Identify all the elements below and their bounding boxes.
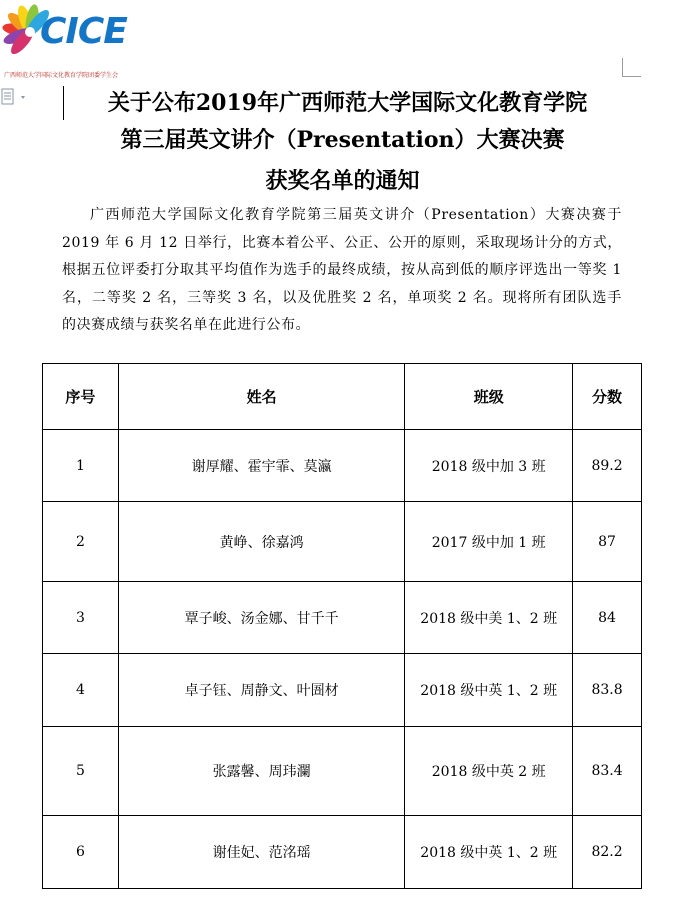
cice-logo <box>2 2 127 82</box>
cell-score: 84 <box>573 582 642 654</box>
cell-score: 83.8 <box>573 654 642 727</box>
cell-no: 6 <box>43 816 119 889</box>
cell-class: 2018 级中加 3 班 <box>405 430 573 502</box>
title-line-1: 关于公布2019年广西师范大学国际文化教育学院 <box>107 90 588 116</box>
logo-subtitle: 广西师范大学国际文化教育学院团委学生会 <box>4 72 119 79</box>
cell-score: 89.2 <box>573 430 642 502</box>
cell-name: 谢佳妃、范洺瑶 <box>118 816 404 889</box>
table-row <box>43 727 642 816</box>
header-name: 姓名 <box>118 364 404 430</box>
results-table <box>42 363 642 889</box>
table-row <box>43 430 642 502</box>
table-row <box>43 816 642 889</box>
logo-text: CICE <box>40 11 127 52</box>
cell-class: 2018 级中美 1、2 班 <box>405 582 573 654</box>
cell-name: 张露馨、周玮瀾 <box>118 727 404 816</box>
cell-name: 谢厚耀、霍宇霏、莫瀛 <box>118 430 404 502</box>
cell-no: 5 <box>43 727 119 816</box>
cell-class: 2018 级中英 2 班 <box>405 727 573 816</box>
cell-score: 83.4 <box>573 727 642 816</box>
cell-score: 87 <box>573 502 642 582</box>
cell-no: 4 <box>43 654 119 727</box>
header-no: 序号 <box>43 364 119 430</box>
cell-no: 1 <box>43 430 119 502</box>
cell-no: 3 <box>43 582 119 654</box>
cell-class: 2018 级中英 1、2 班 <box>405 816 573 889</box>
title-line-2: 第三届英文讲介（Presentation）大赛决赛 <box>120 127 565 153</box>
cell-name: 卓子钰、周静文、叶圄材 <box>118 654 404 727</box>
table-header-row <box>43 364 642 430</box>
header-class: 班级 <box>405 364 573 430</box>
header-score: 分数 <box>573 364 642 430</box>
cell-score: 82.2 <box>573 816 642 889</box>
page-corner-mark <box>622 58 641 77</box>
cell-no: 2 <box>43 502 119 582</box>
cell-name: 覃子峻、汤金娜、甘千千 <box>118 582 404 654</box>
cell-name: 黄峥、徐嘉鸿 <box>118 502 404 582</box>
table-row <box>43 654 642 727</box>
title-line-3: 获奖名单的通知 <box>265 168 420 194</box>
announcement-paragraph: 广西师范大学国际文化教育学院第三届英文讲介（Presentation）大赛决赛于 2019 年 6 月 12 日举行，比赛本着公平、公正、公开的原则，采取现场计分的方式，根据五位评委打分取其平均值作为选手的最终成绩，按从高到低的顺序评选出一等奖 1 名，二等奖 2 名，三等奖 3 名，以及优胜奖 2 名，单项奖 2 名。现将所有团队选手的决赛成绩与获奖名单在此进行公布。 <box>62 207 622 333</box>
cell-class: 2018 级中英 1、2 班 <box>405 654 573 727</box>
table-row <box>43 582 642 654</box>
cell-class: 2017 级中加 1 班 <box>405 502 573 582</box>
table-row <box>43 502 642 582</box>
